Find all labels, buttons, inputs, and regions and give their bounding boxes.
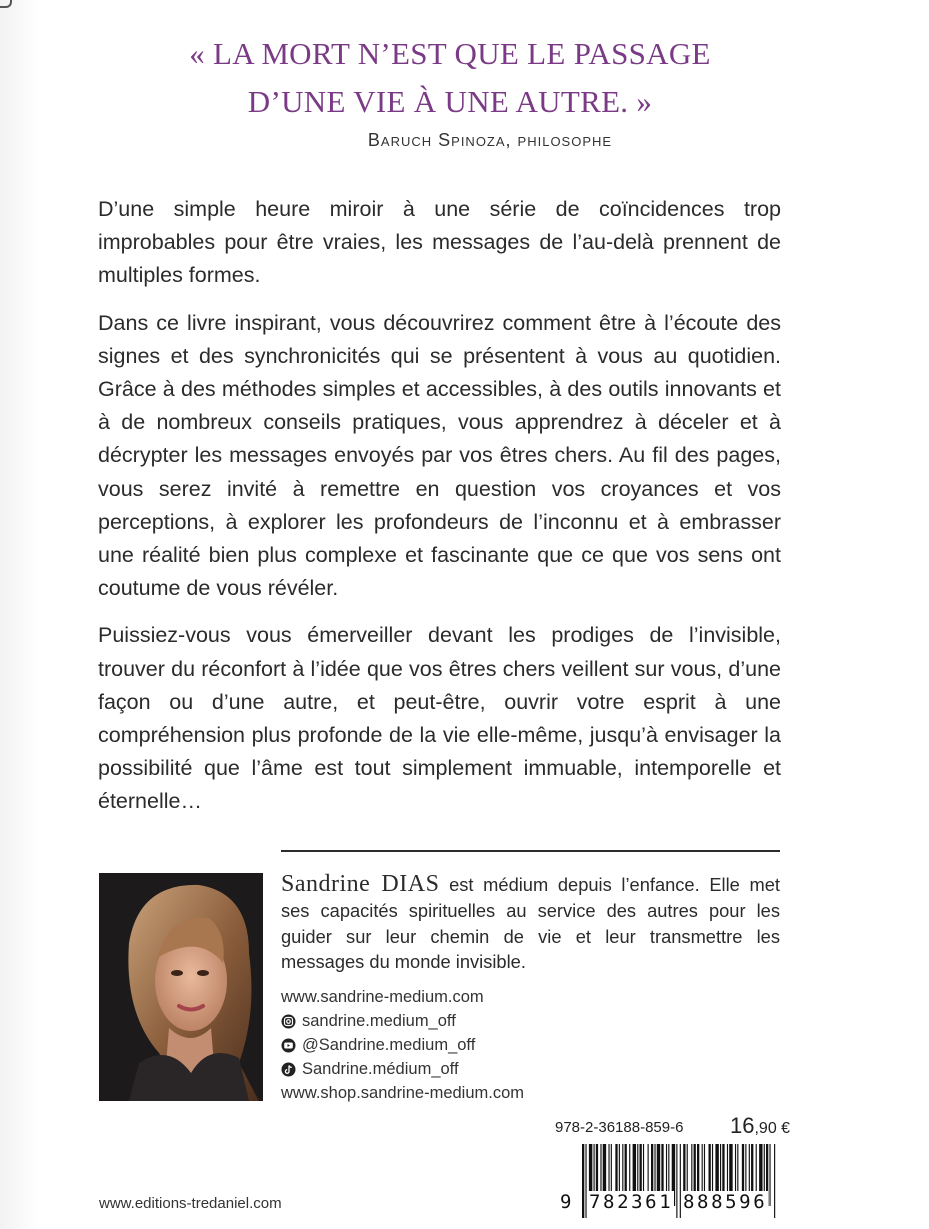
author-bio-text: est médium depuis l’enfance. Elle met ses capacités spirituelles au service des autres pour les guider sur leur chemin de vie et leur transmettre les messages du monde invisible.	[281, 874, 780, 973]
barcode-bar	[769, 1144, 770, 1206]
price-cents: ,90 €	[754, 1120, 791, 1137]
barcode-bar	[676, 1144, 677, 1218]
barcode-bar	[582, 1144, 584, 1218]
price-main: 16	[730, 1113, 755, 1138]
barcode-group-1: 782361	[589, 1191, 674, 1213]
shop-text: www.shop.sandrine-medium.com	[281, 1084, 525, 1102]
author-links	[281, 985, 524, 1105]
instagram-link[interactable]	[281, 1009, 524, 1033]
instagram-icon	[281, 1014, 296, 1029]
shop-link[interactable]	[281, 1081, 524, 1105]
youtube-icon	[281, 1038, 296, 1053]
page-edge-shadow	[0, 0, 40, 1229]
divider	[281, 850, 780, 852]
isbn: 978-2-36188-859-6	[555, 1119, 684, 1136]
website-link[interactable]	[281, 985, 524, 1009]
quote-attribution: Baruch Spinoza, philosophe	[367, 130, 613, 150]
instagram-handle: sandrine.medium_off	[302, 1012, 456, 1030]
barcode-bar	[774, 1144, 775, 1218]
quote-line-2: D’UNE VIE À UNE AUTRE. »	[247, 84, 653, 119]
blurb-paragraph: Puissiez-vous vous émerveiller devant les prodiges de l’invisible, trouver du réconfort à l’idée que vos êtres chers veillent sur vous, d’une façon ou d’une autre, et peut-être, ouvrir votre esprit à une compréhension plus profonde de la vie elle-même, jusqu’à envisager la possibilité que l’âme est tout simplement immuable, intemporelle et éternelle…	[98, 623, 781, 814]
quote-line-1: « LA MORT N’EST QUE LE PASSAGE	[189, 36, 711, 71]
tiktok-link[interactable]	[281, 1057, 524, 1081]
tiktok-handle: Sandrine.médium_off	[302, 1060, 459, 1078]
publisher-url: www.editions-tredaniel.com	[99, 1195, 282, 1212]
blurb	[98, 193, 781, 833]
barcode-group-2: 888596	[683, 1191, 768, 1213]
author-bio	[281, 872, 780, 975]
youtube-link[interactable]	[281, 1033, 524, 1057]
price	[730, 1113, 790, 1139]
author-name: Sandrine DIAS	[281, 871, 440, 897]
barcode-bar	[585, 1144, 586, 1218]
author-photo	[99, 873, 263, 1101]
youtube-handle: @Sandrine.medium_off	[302, 1036, 476, 1054]
epigraph-quote	[100, 30, 800, 126]
barcode-first-digit: 9	[560, 1191, 572, 1213]
tiktok-icon	[281, 1062, 296, 1077]
website-text: www.sandrine-medium.com	[281, 988, 484, 1006]
blurb-paragraph: D’une simple heure miroir à une série de coïncidences trop improbables pour être vraies, les messages de l’au-delà prennent de multiples formes.	[98, 197, 781, 288]
blurb-paragraph: Dans ce livre inspirant, vous découvrirez comment être à l’écoute des signes et des synchronicités qui se présentent à vous au quotidien. Grâce à des méthodes simples et accessibles, à des outils innovants et à de nombreux conseils pratiques, vous apprendrez à déceler et à décrypter les messages envoyés par vos êtres chers. Au fil des pages, vous serez invité à remettre en question vos croyances et vos perceptions, à explorer les profondeurs de l’inconnu et à embrasser une réalité bien plus complexe et fascinante que ce que vos sens ont coutume de vous révéler.	[98, 310, 781, 601]
barcode-bar	[680, 1144, 681, 1218]
